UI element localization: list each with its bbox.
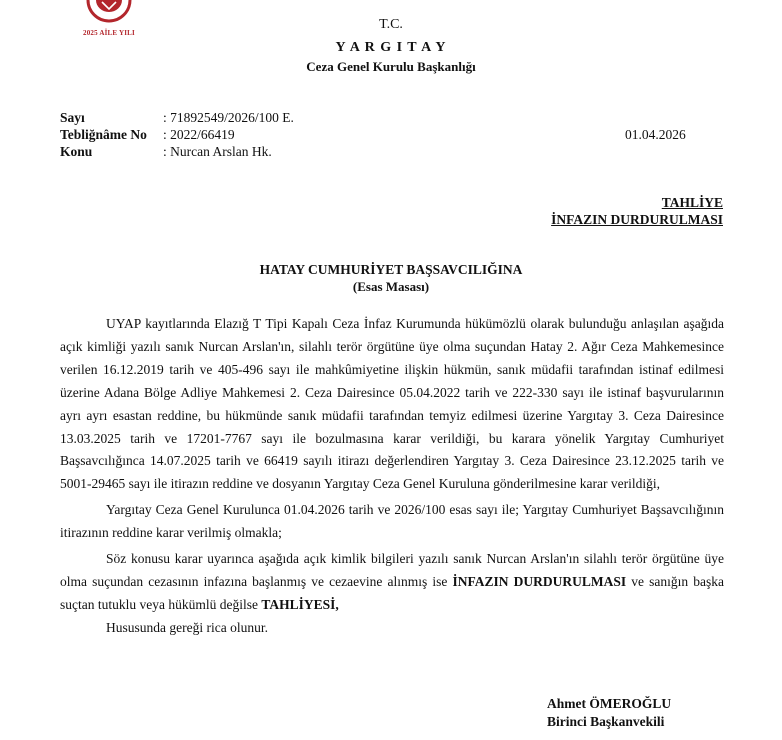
addressee-subtitle: (Esas Masası) (352, 279, 430, 294)
konu-label: Konu (60, 144, 93, 159)
header-tc: T.C. (379, 17, 403, 32)
subject-line-2: İNFAZIN DURDURULMASI (551, 212, 723, 227)
subject-line-1: TAHLİYE (661, 195, 723, 210)
sayi-value: : 71892549/2026/100 E. (163, 110, 294, 125)
teblig-value: : 2022/66419 (163, 127, 235, 142)
header-institution: Y A R G I T A Y (335, 40, 447, 55)
logo-caption: 2025 AİLE YILI (83, 29, 135, 37)
teblig-label: Tebliğnâme No (60, 127, 147, 142)
sayi-label: Sayı (60, 110, 85, 125)
letter-body (60, 313, 724, 640)
header-department: Ceza Genel Kurulu Başkanlığı (306, 59, 476, 74)
konu-value: : Nurcan Arslan Hk. (163, 144, 272, 159)
paragraph-4: Hususunda gereği rica olunur. (106, 619, 268, 635)
tahliyesi-emphasis: TAHLİYESİ, (261, 596, 339, 612)
signatory-title: Birinci Başkanvekili (547, 714, 665, 729)
paragraph-1: UYAP kayıtlarında Elazığ T Tipi Kapalı Ceza İnfaz Kurumunda hükümözlü olarak bulunduğu anlaşılan aşağıda açık kimliği yazılı sanık Nurcan Arslan'ın, silahlı terör örgütüne üye olma suçundan Hatay 2. Ağır Ceza Mahkemesince verilen 16.12.2019 tarih ve 405-496 sayı ile mahkûmiyetine ilişkin hükmün, sanık müdafii tarafından istinaf edilmesi üzerine Adana Bölge Adliye Mahkemesi 2. Ceza Dairesince 05.04.2022 tarih ve 222-330 sayı ile istinaf başvurularının ayrı ayrı esastan reddine, bu hükmünde sanık müdafii tarafından temyiz edilmesi üzerine Yargıtay 3. Ceza Dairesince 13.03.2025 tarih ve 17201-7767 sayı ile bozulmasına karar verildiği, bu karara yönelik Yargıtay Cumhuriyet Başsavcılığınca 14.07.2025 tarih ve 66419 sayılı itirazı değerlendiren Yargıtay 3. Ceza Dairesince 23.12.2025 tarih ve 5001-29465 sayı ile itirazın reddine ve dosyanın Yargıtay Ceza Genel Kuruluna gönderilmesine karar verildiği, (60, 316, 724, 492)
document-date: 01.04.2026 (625, 127, 686, 142)
signatory-name: Ahmet ÖMEROĞLU (547, 696, 672, 711)
addressee-title: HATAY CUMHURİYET BAŞSAVCILIĞINA (259, 262, 523, 277)
paragraph-2: Yargıtay Ceza Genel Kurulunca 01.04.2026 tarih ve 2026/100 esas sayı ile; Yargıtay Cumhuriyet Başsavcılığının itirazının reddine karar verilmiş olmakla; (60, 502, 724, 541)
paragraph-3: Söz konusu karar uyarınca aşağıda açık kimlik bilgileri yazılı sanık Nurcan Arslan'ın silahlı terör örgütüne üye olma suçundan cezasının infazına başlanmış ve cezaevine alınmış ise İNFAZIN DURDURULMASI ve sanığın başka suçtan tutuklu veya hükümlü değilse TAHLİYESİ, (60, 551, 724, 612)
infazin-durdurulmasi-emphasis: İNFAZIN DURDURULMASI (452, 573, 627, 589)
